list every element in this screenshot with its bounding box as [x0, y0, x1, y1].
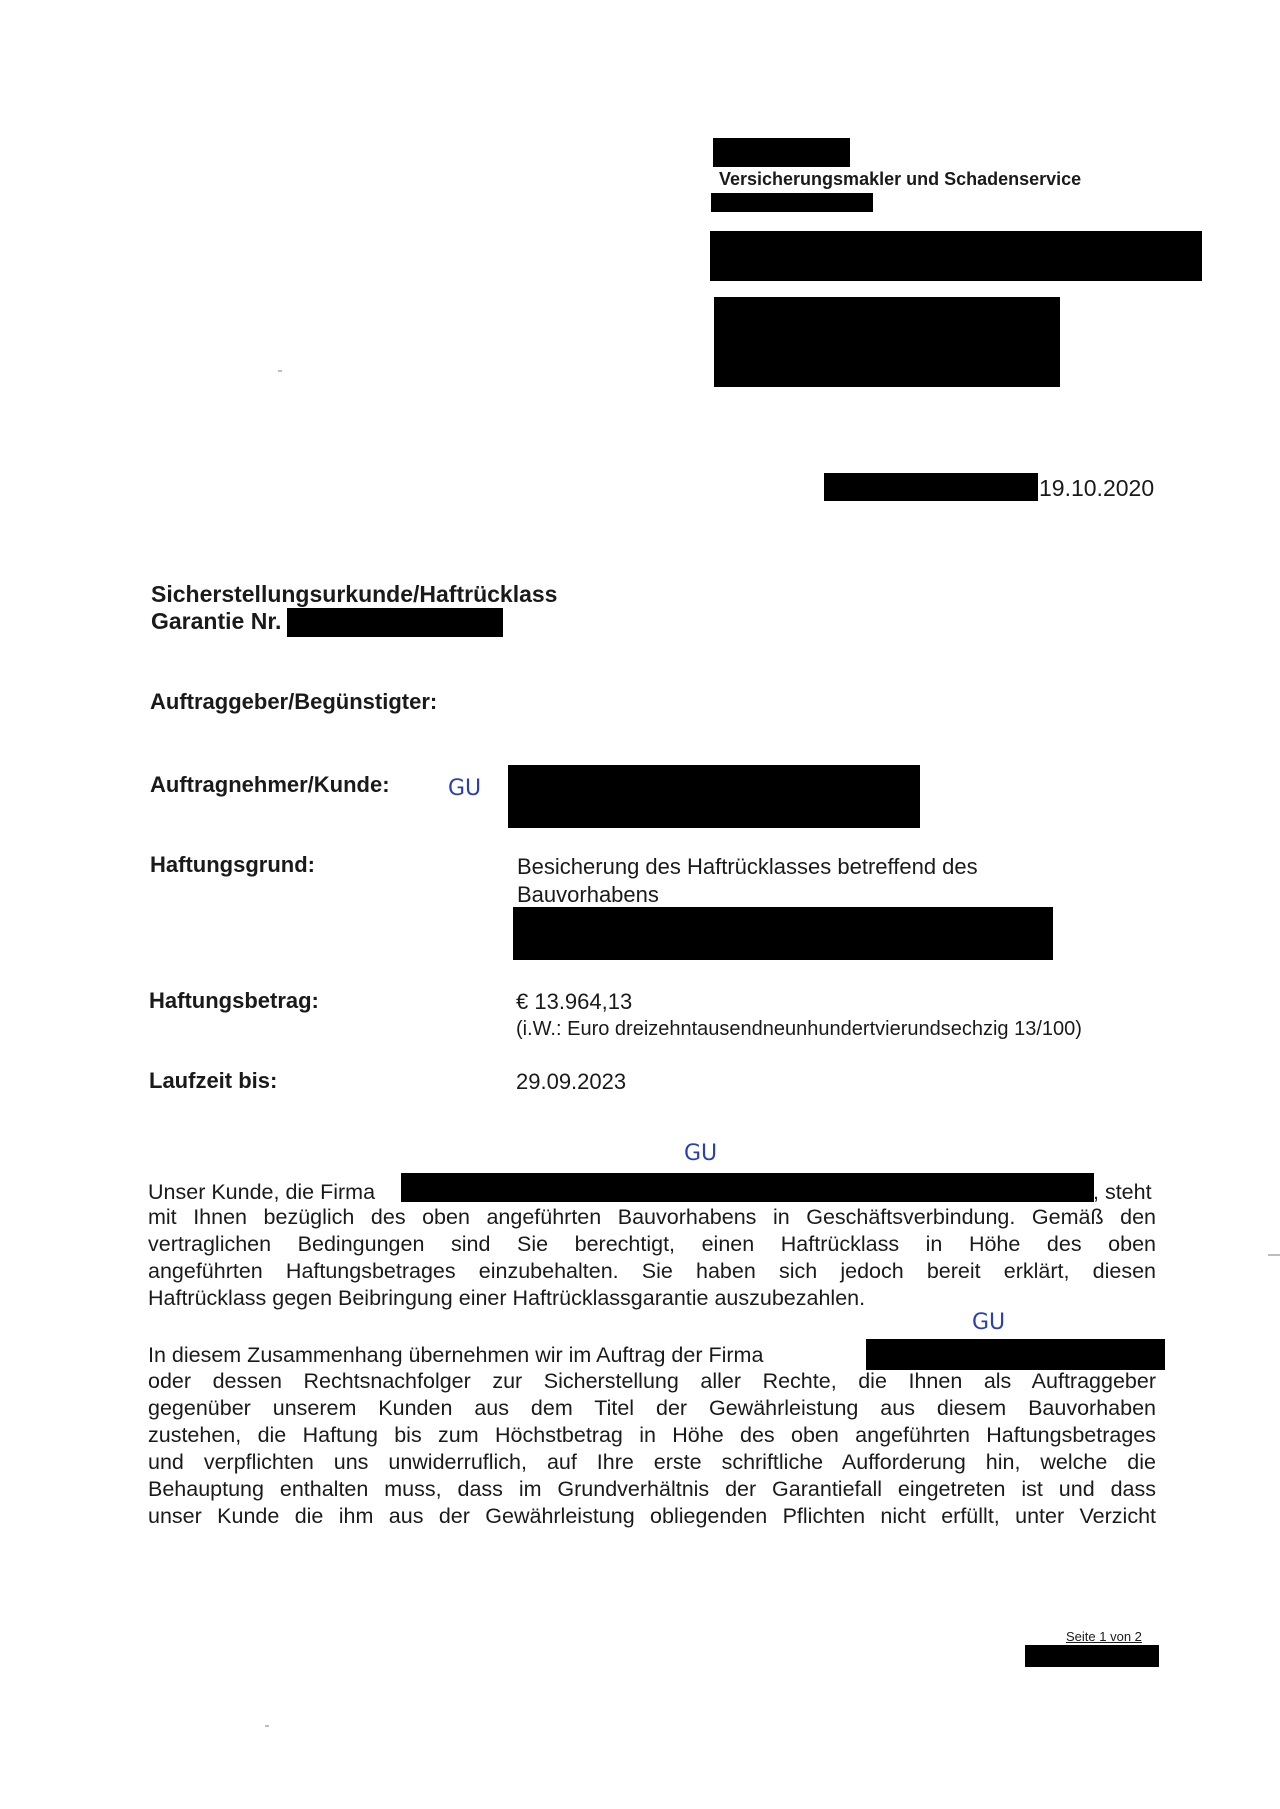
scan-mark [265, 1725, 269, 1727]
paragraph-line: oder dessen Rechtsnachfolger zur Sicherstellung aller Rechte, die Ihnen als Auftraggeber [148, 1369, 1156, 1393]
paragraph-line: zustehen, die Haftung bis zum Höchstbetrag in Höhe des oben angeführten Haftungsbetrages [148, 1423, 1156, 1447]
redaction-block [287, 608, 503, 637]
scan-mark [278, 370, 282, 372]
paragraph-line: unser Kunde die ihm aus der Gewährleistung obliegenden Pflichten nicht erfüllt, unter Verzicht [148, 1504, 1156, 1528]
paragraph1-suffix: , steht [1093, 1180, 1152, 1204]
redaction-block [866, 1339, 1165, 1370]
amount-value: € 13.964,13 [516, 989, 633, 1014]
liability-ground-line: Besicherung des Haftrücklasses betreffend des [517, 854, 978, 879]
handwritten-note: GU [972, 1310, 1006, 1335]
contractor-label: Auftragnehmer/Kunde: [150, 772, 390, 797]
paragraph-line: vertraglichen Bedingungen sind Sie berechtigt, einen Haftrücklass in Höhe des oben [148, 1232, 1156, 1256]
redaction-block [714, 297, 1060, 387]
handwritten-note: GU [684, 1141, 718, 1166]
scan-mark [1268, 1254, 1280, 1256]
guarantee-number-label: Garantie Nr. [151, 608, 282, 634]
paragraph-line: und verpflichten uns unwiderruflich, auf Ihre erste schriftliche Aufforderung hin, welche die [148, 1450, 1156, 1474]
paragraph-line: mit Ihnen bezüglich des oben angeführten Bauvorhabens in Geschäftsverbindung. Gemäß den [148, 1205, 1156, 1229]
page-number: Seite 1 von 2 [1066, 1629, 1142, 1644]
liability-ground-line: Bauvorhabens [517, 882, 659, 907]
paragraph-line: gegenüber unserem Kunden aus dem Titel der Gewährleistung aus diesem Bauvorhaben [148, 1396, 1156, 1420]
paragraph1 [148, 1204, 1156, 1312]
beneficiary-label: Auftraggeber/Begünstigter: [150, 689, 438, 714]
paragraph1-prefix: Unser Kunde, die Firma [148, 1180, 376, 1204]
document-date: 19.10.2020 [1039, 475, 1155, 501]
redaction-block [401, 1173, 1094, 1202]
paragraph2 [148, 1368, 1156, 1530]
term-label: Laufzeit bis: [149, 1068, 278, 1093]
term-value: 29.09.2023 [516, 1069, 627, 1094]
paragraph-line: angeführten Haftungsbetrages einzubehalten. Sie haben sich jedoch bereit erklärt, diesen [148, 1259, 1156, 1283]
redaction-block [508, 765, 920, 828]
redaction-block [711, 193, 873, 212]
redaction-block [824, 473, 1038, 501]
handwritten-note: GU [448, 776, 482, 801]
redaction-block [710, 231, 1202, 281]
paragraph2-prefix: In diesem Zusammenhang übernehmen wir im Auftrag der Firma [148, 1343, 764, 1367]
paragraph-line: Haftrücklass gegen Beibringung einer Haftrücklassgarantie auszubezahlen. [148, 1286, 866, 1310]
amount-in-words: (i.W.: Euro dreizehntausendneunhundertvierundsechzig 13/100) [516, 1018, 1082, 1040]
sender-line: Versicherungsmakler und Schadenservice [719, 169, 1082, 189]
paragraph-line: Behauptung enthalten muss, dass im Grundverhältnis der Garantiefall eingetreten ist und dass [148, 1477, 1156, 1501]
amount-label: Haftungsbetrag: [149, 988, 319, 1013]
redaction-block [513, 907, 1053, 960]
redaction-block [1025, 1645, 1159, 1667]
document-title: Sicherstellungsurkunde/Haftrücklass [151, 581, 558, 607]
liability-ground-label: Haftungsgrund: [150, 852, 315, 877]
redaction-block [713, 138, 850, 167]
